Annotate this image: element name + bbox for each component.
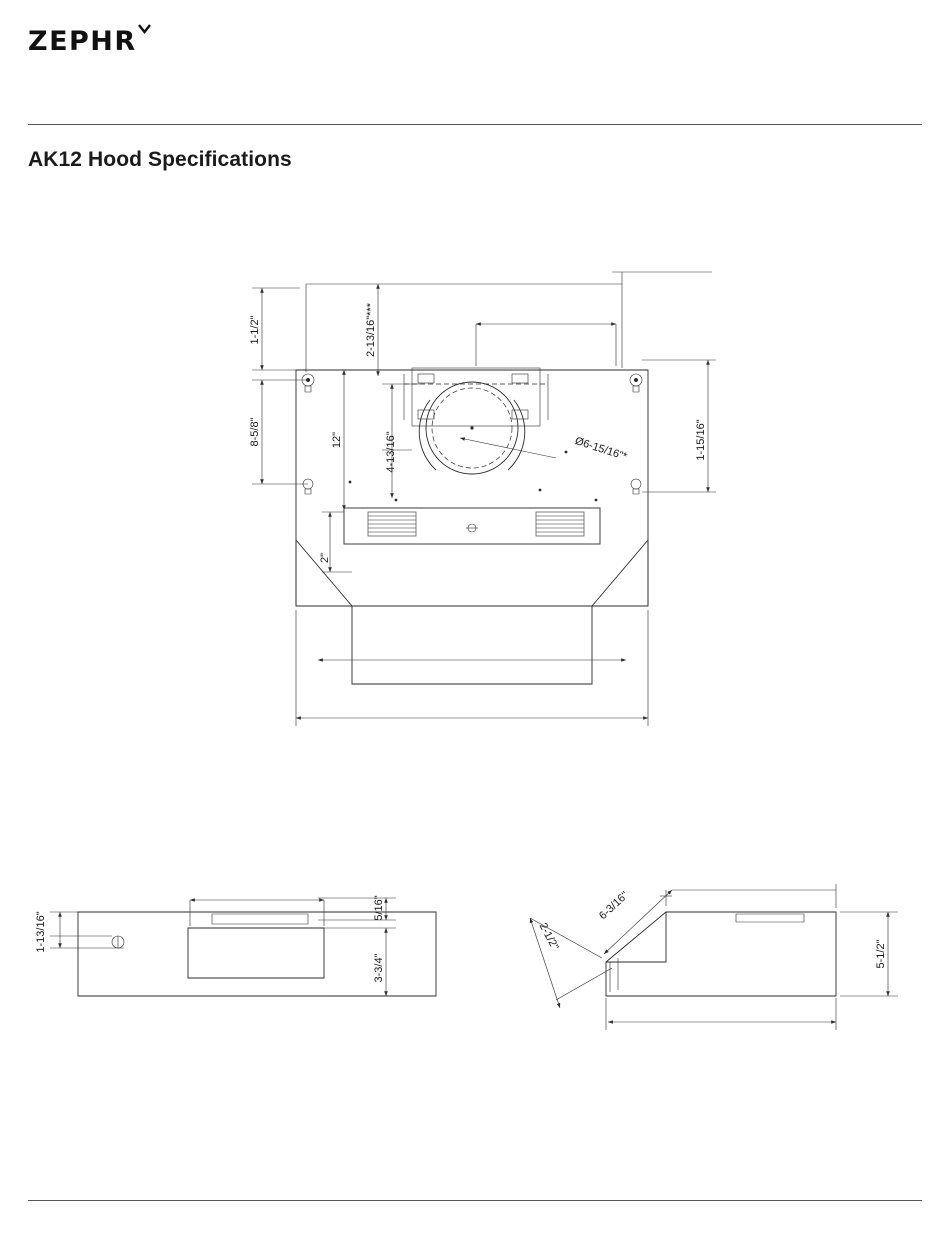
dim-3-3-4: 3-3/4" [373, 953, 385, 983]
dim-1-13-16: 1-13/16" [35, 911, 47, 953]
brand-logo-suffix: R [114, 26, 137, 57]
brand-accent-icon [138, 24, 151, 37]
dim-5-16: 5/16" [373, 895, 385, 921]
dim-2-1-2: 2-1/2" [536, 920, 561, 953]
dim-1-1-2: 1-1/2" [249, 315, 261, 345]
dim-12: 12" [331, 431, 343, 449]
side-section-view-group [530, 884, 898, 1030]
brand-logo-text: ZEPH [28, 26, 115, 57]
top-view-group [249, 272, 716, 726]
dim-6-3-16: 6-3/16" [597, 889, 631, 923]
dim-4-13-16: 4-13/16" [385, 431, 397, 473]
dim-2-13-16: 2-13/16"*** [365, 302, 377, 358]
dim-5-1-2: 5-1/2" [875, 939, 887, 969]
brand-logo [28, 26, 137, 57]
dim-1-15-16: 1-15/16" [695, 419, 707, 461]
footer-divider [28, 1200, 922, 1201]
front-section-view-group [35, 895, 436, 996]
page-title: AK12 Hood Specifications [28, 148, 292, 171]
dim-2: 2" [319, 552, 331, 564]
header-divider [28, 124, 922, 125]
dim-diameter: Ø6-15/16"* [573, 435, 629, 464]
dim-8-5-8: 8-5/8" [249, 417, 261, 447]
